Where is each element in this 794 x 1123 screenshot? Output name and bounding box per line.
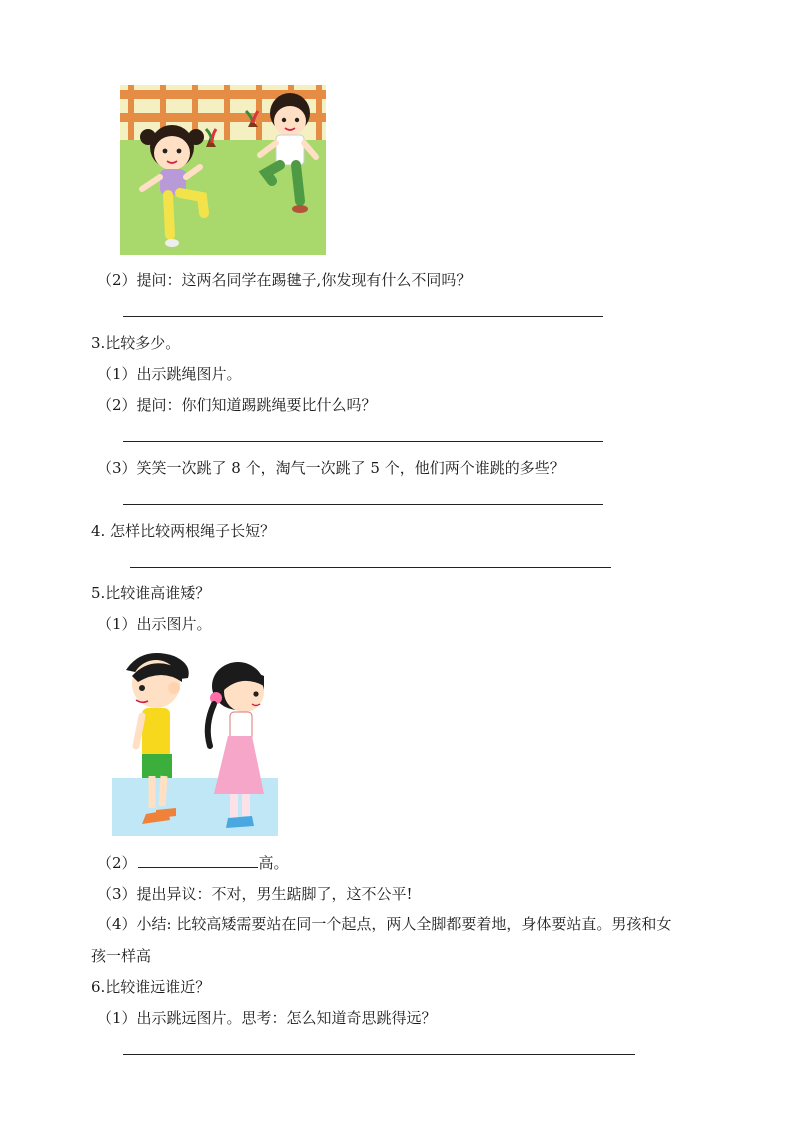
answer-line[interactable] <box>130 567 611 568</box>
section-3-item-1: （1）出示跳绳图片。 <box>97 365 242 383</box>
section-5-heading: 5.比较谁高谁矮？ <box>91 584 211 602</box>
section-6-heading: 6.比较谁远谁近？ <box>91 978 211 996</box>
section-6-item-1: （1）出示跳远图片。思考：怎么知道奇思跳得远？ <box>97 1009 437 1027</box>
section-3-item-2: （2）提问：你们知道踢跳绳要比什么吗？ <box>97 396 377 414</box>
q2-followup-question: （2）提问：这两名同学在踢毽子,你发现有什么不同吗？ <box>97 271 472 289</box>
answer-line[interactable] <box>123 504 603 505</box>
answer-line[interactable] <box>123 441 603 442</box>
answer-line[interactable] <box>123 1054 635 1055</box>
section-3-item-3: （3）笑笑一次跳了 8 个，淘气一次跳了 5 个，他们两个谁跳的多些？ <box>97 459 565 477</box>
height-comparison-illustration <box>112 648 278 836</box>
blank-suffix: 高。 <box>258 854 289 872</box>
section-5-item-1: （1）出示图片。 <box>97 615 212 633</box>
section-5-item-4-continued: 孩一样高 <box>91 947 152 965</box>
shuttlecock-kicking-illustration <box>120 85 326 255</box>
section-4-heading: 4. 怎样比较两根绳子长短？ <box>91 522 276 540</box>
section-5-item-3: （3）提出异议：不对，男生踮脚了，这不公平! <box>97 885 413 903</box>
fill-in-blank[interactable] <box>138 853 258 868</box>
section-3-heading: 3.比较多少。 <box>91 334 181 352</box>
section-5-item-2 <box>97 853 289 873</box>
answer-line[interactable] <box>123 316 603 317</box>
section-5-item-4: （4）小结: 比较高矮需要站在同一个起点，两人全脚都要着地，身体要站直。男孩和女 <box>97 915 672 933</box>
item-number: （2） <box>97 854 137 872</box>
